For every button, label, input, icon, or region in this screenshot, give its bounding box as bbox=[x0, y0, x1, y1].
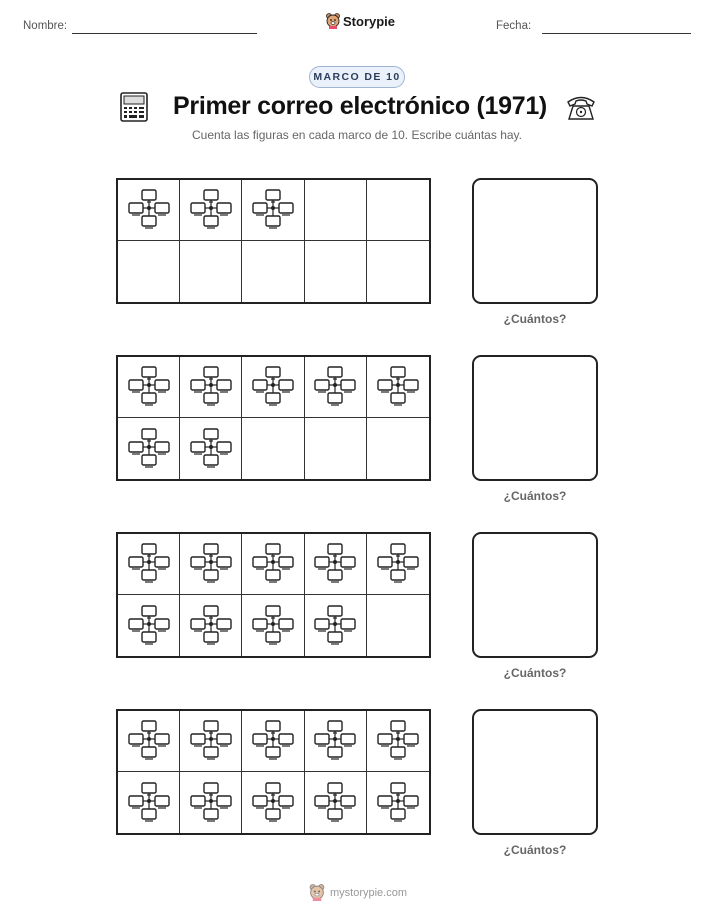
frame-cell bbox=[242, 241, 304, 302]
frame-cell bbox=[305, 772, 367, 833]
telephone-icon bbox=[565, 93, 597, 121]
network-computers-icon bbox=[127, 188, 171, 232]
frame-cell bbox=[367, 241, 429, 302]
name-label: Nombre: bbox=[23, 20, 68, 32]
frame-cell bbox=[305, 357, 367, 418]
network-computers-icon bbox=[313, 781, 357, 825]
frame-cell bbox=[180, 534, 242, 595]
frame-cell bbox=[180, 357, 242, 418]
network-computers-icon bbox=[251, 719, 295, 763]
answer-box-1[interactable] bbox=[472, 178, 598, 304]
frame-cell bbox=[242, 534, 304, 595]
frame-cell bbox=[242, 180, 304, 241]
storypie-bear-icon bbox=[309, 884, 325, 901]
frame-cell bbox=[118, 534, 180, 595]
network-computers-icon bbox=[127, 365, 171, 409]
footer-url: mystorypie.com bbox=[330, 886, 408, 899]
ten-frame-3 bbox=[116, 532, 431, 658]
frame-cell bbox=[180, 241, 242, 302]
frame-cell bbox=[367, 357, 429, 418]
instructions: Cuenta las figuras en cada marco de 10. Escribe cuántas hay. bbox=[192, 128, 522, 142]
network-computers-icon bbox=[313, 542, 357, 586]
date-field[interactable] bbox=[542, 33, 691, 34]
network-computers-icon bbox=[189, 604, 233, 648]
network-computers-icon bbox=[127, 427, 171, 471]
network-computers-icon bbox=[376, 365, 420, 409]
network-computers-icon bbox=[189, 719, 233, 763]
frame-cell bbox=[367, 180, 429, 241]
worksheet-type-badge: MARCO DE 10 bbox=[309, 66, 405, 88]
frame-cell bbox=[118, 595, 180, 656]
network-computers-icon bbox=[127, 542, 171, 586]
question-label-2: ¿Cuántos? bbox=[503, 489, 567, 503]
network-computers-icon bbox=[313, 365, 357, 409]
question-label-1: ¿Cuántos? bbox=[503, 312, 567, 326]
answer-box-3[interactable] bbox=[472, 532, 598, 658]
frame-cell bbox=[118, 711, 180, 772]
date-label: Fecha: bbox=[496, 20, 532, 32]
network-computers-icon bbox=[376, 542, 420, 586]
network-computers-icon bbox=[251, 188, 295, 232]
frame-cell bbox=[305, 595, 367, 656]
frame-cell bbox=[180, 772, 242, 833]
frame-cell bbox=[118, 772, 180, 833]
network-computers-icon bbox=[189, 781, 233, 825]
frame-cell bbox=[305, 241, 367, 302]
network-computers-icon bbox=[127, 781, 171, 825]
network-computers-icon bbox=[189, 542, 233, 586]
network-computers-icon bbox=[127, 604, 171, 648]
network-computers-icon bbox=[313, 719, 357, 763]
frame-cell bbox=[305, 711, 367, 772]
frame-cell bbox=[180, 418, 242, 479]
brand-name: Storypie bbox=[343, 13, 396, 29]
page-title: Primer correo electrónico (1971) bbox=[173, 92, 547, 120]
frame-cell bbox=[305, 418, 367, 479]
question-label-4: ¿Cuántos? bbox=[503, 843, 567, 857]
network-computers-icon bbox=[376, 781, 420, 825]
ten-frame-4 bbox=[116, 709, 431, 835]
network-computers-icon bbox=[189, 365, 233, 409]
frame-cell bbox=[242, 711, 304, 772]
network-computers-icon bbox=[376, 719, 420, 763]
storypie-bear-icon bbox=[326, 13, 340, 29]
network-computers-icon bbox=[251, 542, 295, 586]
frame-cell bbox=[118, 418, 180, 479]
frame-cell bbox=[180, 711, 242, 772]
network-computers-icon bbox=[189, 188, 233, 232]
frame-cell bbox=[180, 595, 242, 656]
frame-cell bbox=[367, 418, 429, 479]
frame-cell bbox=[242, 418, 304, 479]
frame-cell bbox=[242, 357, 304, 418]
brand-logo bbox=[326, 13, 395, 29]
frame-cell bbox=[367, 772, 429, 833]
answer-box-4[interactable] bbox=[472, 709, 598, 835]
footer bbox=[309, 884, 407, 901]
frame-cell bbox=[305, 180, 367, 241]
ten-frame-2 bbox=[116, 355, 431, 481]
frame-cell bbox=[242, 595, 304, 656]
network-computers-icon bbox=[251, 604, 295, 648]
frame-cell bbox=[305, 534, 367, 595]
network-computers-icon bbox=[251, 365, 295, 409]
question-label-3: ¿Cuántos? bbox=[503, 666, 567, 680]
frame-cell bbox=[367, 595, 429, 656]
network-computers-icon bbox=[251, 781, 295, 825]
answer-box-2[interactable] bbox=[472, 355, 598, 481]
network-computers-icon bbox=[127, 719, 171, 763]
network-computers-icon bbox=[189, 427, 233, 471]
name-field[interactable] bbox=[72, 33, 257, 34]
frame-cell bbox=[367, 534, 429, 595]
frame-cell bbox=[118, 357, 180, 418]
frame-cell bbox=[118, 180, 180, 241]
network-computers-icon bbox=[313, 604, 357, 648]
frame-cell bbox=[367, 711, 429, 772]
frame-cell bbox=[242, 772, 304, 833]
frame-cell bbox=[180, 180, 242, 241]
ten-frame-1 bbox=[116, 178, 431, 304]
frame-cell bbox=[118, 241, 180, 302]
